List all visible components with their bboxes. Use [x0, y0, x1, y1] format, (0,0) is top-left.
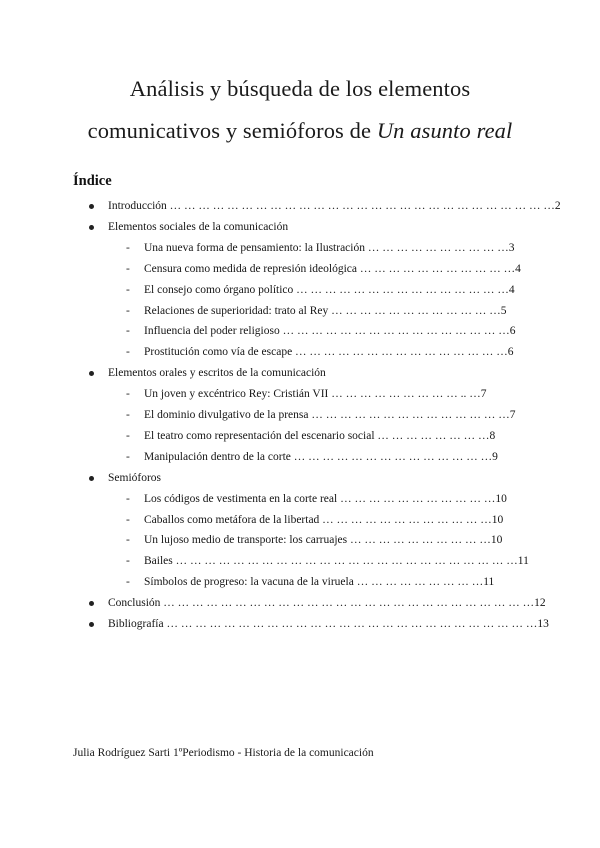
document-title-line-2: [40, 119, 560, 143]
document-title-italic: Un asunto real: [376, 118, 513, 143]
toc-section-entry: Semióforos: [108, 471, 162, 484]
toc-subsection-entry: Relaciones de superioridad: trato al Rey … … … … … … … … … … … …5: [144, 304, 507, 317]
toc-subsection-entry: Una nueva forma de pensamiento: la Ilustración … … … … … … … … … …3: [144, 241, 515, 254]
toc-dash-marker: -: [126, 534, 130, 547]
toc-bullet-icon: [89, 622, 94, 627]
toc-bullet-icon: [89, 601, 94, 606]
toc-dash-marker: -: [126, 346, 130, 359]
toc-subsection-entry: Caballos como metáfora de la libertad … … … … … … … … … … … …10: [144, 513, 504, 526]
document-footer: Julia Rodríguez Sarti 1ºPeriodismo - Historia de la comunicación: [73, 747, 374, 759]
document-title-line-2-prefix: comunicativos y semióforos de: [87, 118, 377, 143]
toc-dash-marker: -: [126, 241, 130, 254]
toc-subsection-entry: Influencia del poder religioso … … … … … … … … … … … … … … … …6: [144, 325, 516, 338]
toc-dash-marker: -: [126, 283, 130, 296]
toc-dash-marker: -: [126, 429, 130, 442]
toc-dash-marker: -: [126, 388, 130, 401]
toc-dash-marker: -: [126, 492, 130, 505]
toc-section-entry: Bibliografía … … … … … … … … … … … … … … … … … … … … … … … … … …13: [108, 618, 549, 630]
toc-subsection-entry: El consejo como órgano político … … … … … … … … … … … … … … …4: [144, 283, 515, 296]
toc-dash-marker: -: [126, 325, 130, 338]
toc-section-entry: Conclusión … … … … … … … … … … … … … … … … … … … … … … … … … …12: [108, 597, 546, 610]
toc-dash-marker: -: [126, 450, 130, 463]
toc-dash-marker: -: [126, 513, 130, 526]
toc-dash-marker: -: [126, 409, 130, 421]
toc-section-entry: Introducción … … … … … … … … … … … … … … … … … … … … … … … … … … …2: [108, 200, 561, 212]
toc-subsection-entry: El teatro como representación del escenario social … … … … … … … …8: [144, 429, 496, 442]
toc-dash-marker: -: [126, 555, 130, 568]
toc-subsection-entry: Bailes … … … … … … … … … … … … … … … … … … … … … … … …11: [144, 555, 529, 568]
toc-dash-marker: -: [126, 262, 130, 275]
toc-bullet-icon: [89, 225, 94, 230]
toc-bullet-icon: [89, 371, 94, 376]
toc-dash-marker: -: [126, 304, 130, 317]
toc-section-entry: Elementos sociales de la comunicación: [108, 220, 289, 233]
document-title-line-1: Análisis y búsqueda de los elementos: [129, 76, 471, 101]
toc-subsection-entry: Manipulación dentro de la corte … … … … … … … … … … … … … …9: [144, 450, 498, 463]
toc-subsection-entry: Un joven y excéntrico Rey: Cristián VII … … … … … … … … … .. …7: [144, 388, 487, 401]
toc-subsection-entry: Prostitución como vía de escape … … … … … … … … … … … … … … …6: [144, 346, 514, 359]
toc-subsection-entry: Un lujoso medio de transporte: los carruajes … … … … … … … … … …10: [144, 534, 503, 547]
toc-dash-marker: -: [126, 576, 130, 589]
toc-subsection-entry: Símbolos de progreso: la vacuna de la viruela … … … … … … … … …11: [144, 576, 495, 589]
toc-subsection-entry: Censura como medida de represión ideológica … … … … … … … … … … …4: [144, 262, 521, 275]
toc-subsection-entry: El dominio divulgativo de la prensa … … … … … … … … … … … … … …7: [144, 409, 516, 421]
index-heading: Índice: [73, 173, 112, 189]
toc-section-entry: Elementos orales y escritos de la comunicación: [108, 367, 326, 380]
toc-bullet-icon: [89, 476, 94, 481]
toc-bullet-icon: [89, 204, 94, 209]
toc-subsection-entry: Los códigos de vestimenta en la corte real … … … … … … … … … … …10: [144, 492, 507, 505]
